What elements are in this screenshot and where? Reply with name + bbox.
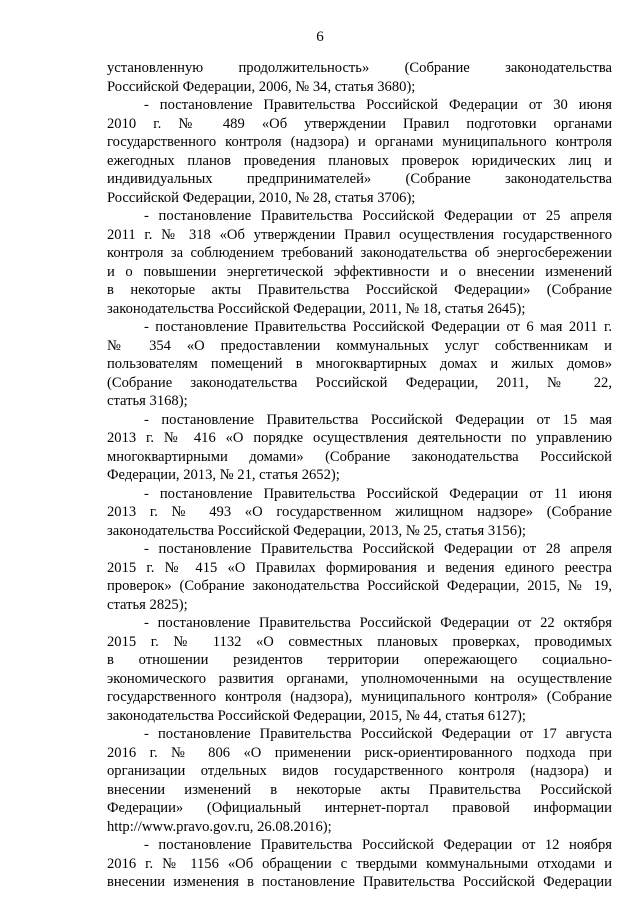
text-line: Федерации» (Официальный интернет-портал правовой информации: [107, 800, 612, 816]
text-line: Федерации, 2013, № 21, статья 2652);: [107, 467, 340, 483]
text-line: в отношении резидентов территории опережающего социально-: [107, 652, 612, 668]
text-line: Российской Федерации, 2006, № 34, статья 3680);: [107, 78, 416, 95]
text-line: 2016 г. № 1156 «Об обращении с твердыми коммунальными отходами и: [107, 855, 612, 872]
text-line: статья 2825);: [107, 596, 188, 613]
text-line: 2015 г. № 1132 «О совместных плановых проверках, проводимых: [107, 633, 612, 650]
text-line: 2011 г. № 318 «Об утверждении Правил осуществления государственного: [107, 226, 612, 243]
text-line: - постановление Правительства Российской Федерации от 6 мая 2011 г.: [144, 319, 612, 335]
text-line: внесении изменений в некоторые акты Правительства Российской: [107, 781, 612, 798]
text-line: в некоторые акты Правительства Российской Федерации» (Собрание: [107, 282, 612, 298]
text-line: - постановление Правительства Российской Федерации от 17 августа: [144, 726, 612, 742]
text-line: пользователям помещений в многоквартирных домах и жилых домов»: [107, 356, 612, 372]
text-line: 2016 г. № 806 «О применении риск-ориентированного подхода при: [107, 744, 612, 761]
text-line: Российской Федерации, 2010, № 28, статья 3706);: [107, 189, 416, 206]
text-line: индивидуальных предпринимателей» (Собрание законодательства: [107, 171, 612, 187]
text-line: 2015 г. № 415 «О Правилах формирования и ведения единого реестра: [107, 559, 612, 576]
text-line: законодательства Российской Федерации, 2015, № 44, статья 6127);: [107, 707, 526, 724]
text-line: - постановление Правительства Российской Федерации от 22 октября: [144, 615, 612, 631]
text-line: № 354 «О предоставлении коммунальных услуг собственникам и: [107, 337, 612, 354]
text-line: 2013 г. № 416 «О порядке осуществления деятельности по управлению: [107, 430, 612, 446]
text-line: 2013 г. № 493 «О государственном жилищном надзоре» (Собрание: [107, 504, 612, 520]
text-line: государственного контроля (надзора), муниципального контроля» (Собрание: [107, 689, 612, 705]
text-line: экономического развития органами, уполномоченными на осуществление: [107, 670, 612, 687]
text-line: законодательства Российской Федерации, 2013, № 25, статья 3156);: [107, 522, 526, 539]
text-line: и о повышении энергетической эффективности и о внесении изменений: [107, 263, 612, 280]
text-line: внесении изменения в постановление Правительства Российской Федерации: [107, 874, 612, 890]
text-line: статья 3168);: [107, 393, 188, 409]
text-line: - постановление Правительства Российской Федерации от 15 мая: [144, 411, 612, 428]
text-line: (Собрание законодательства Российской Федерации, 2011, № 22,: [107, 374, 612, 391]
text-line: - постановление Правительства Российской Федерации от 12 ноября: [144, 837, 612, 853]
text-line: установленную продолжительность» (Собрание законодательства: [107, 60, 612, 76]
page-number: 6: [316, 29, 324, 45]
text-line: http://www.pravo.gov.ru, 26.08.2016);: [107, 818, 332, 835]
text-line: - постановление Правительства Российской Федерации от 30 июня: [144, 97, 612, 113]
text-line: - постановление Правительства Российской Федерации от 25 апреля: [144, 208, 612, 224]
text-line: организации отдельных видов государственного контроля (надзора) и: [107, 763, 612, 779]
text-line: - постановление Правительства Российской Федерации от 28 апреля: [144, 541, 612, 557]
text-line: - постановление Правительства Российской Федерации от 11 июня: [144, 485, 612, 502]
text-line: многоквартирными домами» (Собрание законодательства Российской: [107, 448, 612, 465]
text-line: проверок» (Собрание законодательства Российской Федерации, 2015, № 19,: [107, 578, 612, 594]
text-line: 2010 г. № 489 «Об утверждении Правил подготовки органами: [107, 115, 612, 132]
text-line: законодательства Российской Федерации, 2011, № 18, статья 2645);: [107, 300, 526, 317]
body-text: [107, 59, 612, 892]
text-line: контроля за соблюдением требований законодательства об энергосбережении: [107, 245, 612, 261]
text-line: государственного контроля (надзора) и органами муниципального контроля: [107, 134, 612, 150]
text-line: ежегодных планов проведения плановых проверок юридических лиц и: [107, 152, 612, 169]
